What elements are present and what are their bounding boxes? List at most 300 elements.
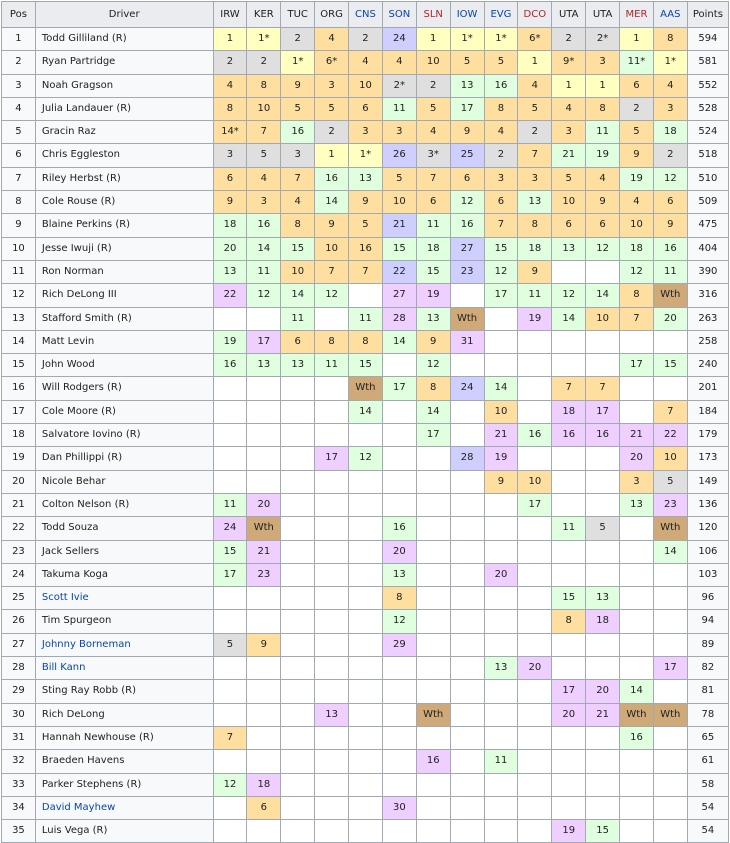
points-cell: 106 [687,540,728,563]
result-cell [281,796,315,819]
result-cell [518,330,552,353]
result-cell [620,773,654,796]
result-cell [349,587,383,610]
result-cell [315,796,349,819]
result-cell: 12 [450,191,484,214]
result-cell [349,540,383,563]
position-cell: 12 [2,284,36,307]
result-cell [315,610,349,633]
result-cell: 12 [586,237,620,260]
track-header: ORG [315,2,349,28]
position-cell: 11 [2,260,36,283]
result-cell: 9 [586,191,620,214]
table-row [2,424,729,447]
result-cell: 11* [620,51,654,74]
table-row [2,796,729,819]
result-cell: 19 [552,820,586,843]
result-cell: 21 [484,424,518,447]
result-cell [450,726,484,749]
result-cell: 8 [281,214,315,237]
result-cell [484,726,518,749]
driver-cell: Matt Levin [35,330,213,353]
result-cell [586,354,620,377]
result-cell: 24 [213,517,247,540]
points-header: Points [687,2,728,28]
result-cell [281,703,315,726]
result-cell: 9 [518,260,552,283]
result-cell: 18 [620,237,654,260]
result-cell: 17 [518,493,552,516]
result-cell: 15 [416,260,450,283]
driver-cell: Gracin Raz [35,121,213,144]
points-cell: 184 [687,400,728,423]
result-cell: 6 [620,74,654,97]
result-cell: 16 [653,237,687,260]
result-cell: 5 [416,97,450,120]
table-row [2,517,729,540]
track-header[interactable]: AAS [653,2,687,28]
points-cell: 475 [687,214,728,237]
result-cell: 6 [586,214,620,237]
result-cell: 9 [416,330,450,353]
result-cell [586,447,620,470]
points-cell: 94 [687,610,728,633]
result-cell [315,540,349,563]
result-cell: 12 [484,260,518,283]
result-cell [416,820,450,843]
result-cell [247,750,281,773]
points-cell: 510 [687,167,728,190]
result-cell [484,703,518,726]
driver-cell: Dan Phillippi (R) [35,447,213,470]
result-cell [653,820,687,843]
table-row [2,144,729,167]
result-cell: 16 [349,237,383,260]
result-cell [450,820,484,843]
result-cell: 24 [450,377,484,400]
result-cell: 6* [518,28,552,51]
result-cell [653,796,687,819]
table-row [2,74,729,97]
result-cell: 2 [484,144,518,167]
result-cell: 16 [450,214,484,237]
result-cell: 5 [653,470,687,493]
result-cell: 9 [213,191,247,214]
driver-cell: Hannah Newhouse (R) [35,726,213,749]
result-cell [552,773,586,796]
driver-cell: Jesse Iwuji (R) [35,237,213,260]
result-cell: 17 [653,657,687,680]
result-cell [315,657,349,680]
result-cell [382,493,416,516]
position-cell: 16 [2,377,36,400]
result-cell: 16 [518,424,552,447]
result-cell: 8 [653,28,687,51]
points-cell: 594 [687,28,728,51]
track-header[interactable]: MER [620,2,654,28]
result-cell: 3 [349,121,383,144]
result-cell [484,820,518,843]
result-cell [382,424,416,447]
result-cell [518,703,552,726]
result-cell [450,587,484,610]
result-cell [450,680,484,703]
result-cell [620,330,654,353]
driver-cell: Colton Nelson (R) [35,493,213,516]
result-cell [247,307,281,330]
result-cell: 20 [620,447,654,470]
result-cell: 3 [213,144,247,167]
points-cell: 81 [687,680,728,703]
result-cell: 9* [552,51,586,74]
result-cell [213,680,247,703]
driver-link[interactable]: David Mayhew [35,796,213,819]
result-cell [247,726,281,749]
result-cell: 10 [281,260,315,283]
table-row [2,540,729,563]
result-cell [586,260,620,283]
result-cell: 16 [315,167,349,190]
driver-cell: Julia Landauer (R) [35,97,213,120]
result-cell [281,726,315,749]
result-cell [281,470,315,493]
result-cell [315,470,349,493]
result-cell [552,260,586,283]
result-cell: 13 [450,74,484,97]
track-header[interactable]: SLN [416,2,450,28]
result-cell: 2 [315,121,349,144]
driver-cell: Salvatore Iovino (R) [35,424,213,447]
result-cell: 12 [247,284,281,307]
result-cell: 7 [416,167,450,190]
result-cell [586,796,620,819]
result-cell: 13 [552,237,586,260]
result-cell: 15 [484,237,518,260]
result-cell [247,447,281,470]
result-cell [518,517,552,540]
driver-cell: Braeden Havens [35,750,213,773]
points-cell: 103 [687,563,728,586]
result-cell [416,493,450,516]
result-cell: 18 [247,773,281,796]
result-cell: 14 [247,237,281,260]
result-cell: 13 [484,657,518,680]
result-cell: 16 [620,726,654,749]
table-row [2,610,729,633]
result-cell: 3 [586,51,620,74]
result-cell: 23 [247,563,281,586]
result-cell: 2 [213,51,247,74]
result-cell: 6* [315,51,349,74]
result-cell: 7 [247,121,281,144]
result-cell [620,633,654,656]
result-cell [213,307,247,330]
standings-table [1,1,729,843]
track-header[interactable]: EVG [484,2,518,28]
result-cell: 12 [213,773,247,796]
result-cell [213,610,247,633]
result-cell [281,587,315,610]
result-cell [653,750,687,773]
result-cell: 18 [213,214,247,237]
result-cell: 14 [653,540,687,563]
position-cell: 24 [2,563,36,586]
result-cell [586,540,620,563]
result-cell [315,493,349,516]
result-cell [518,796,552,819]
result-cell [586,657,620,680]
driver-cell: Luis Vega (R) [35,820,213,843]
result-cell [416,633,450,656]
result-cell: 10 [315,237,349,260]
position-cell: 8 [2,191,36,214]
result-cell [349,563,383,586]
result-cell [382,703,416,726]
result-cell [450,540,484,563]
result-cell [620,587,654,610]
result-cell: 10 [416,51,450,74]
points-cell: 581 [687,51,728,74]
result-cell [552,657,586,680]
track-header[interactable]: SON [382,2,416,28]
result-cell: 31 [450,330,484,353]
result-cell [586,726,620,749]
result-cell: 13 [349,167,383,190]
result-cell: 7 [620,307,654,330]
pos-header: Pos [2,2,36,28]
track-header[interactable]: IOW [450,2,484,28]
result-cell [349,773,383,796]
result-cell [653,330,687,353]
position-cell: 6 [2,144,36,167]
result-cell: 15 [653,354,687,377]
points-cell: 82 [687,657,728,680]
result-cell: 8 [552,610,586,633]
result-cell: 6 [552,214,586,237]
result-cell [653,633,687,656]
result-cell: 1 [315,144,349,167]
result-cell: 9 [315,214,349,237]
result-cell [552,354,586,377]
result-cell: 18 [586,610,620,633]
position-cell: 10 [2,237,36,260]
result-cell [315,726,349,749]
result-cell: 17 [416,424,450,447]
result-cell [620,540,654,563]
result-cell: 3 [382,121,416,144]
result-cell: 17 [552,680,586,703]
result-cell: 15 [349,354,383,377]
result-cell [518,820,552,843]
result-cell [484,633,518,656]
table-row [2,563,729,586]
result-cell [213,587,247,610]
result-cell [281,563,315,586]
result-cell: 25 [450,144,484,167]
result-cell [213,796,247,819]
position-cell: 4 [2,97,36,120]
result-cell: 8 [586,97,620,120]
position-cell: 1 [2,28,36,51]
result-cell: 10 [484,400,518,423]
result-cell [518,563,552,586]
result-cell: 9 [653,214,687,237]
result-cell: 5 [247,144,281,167]
points-cell: 179 [687,424,728,447]
result-cell [315,633,349,656]
result-cell [518,587,552,610]
result-cell: 14 [416,400,450,423]
result-cell: 12 [620,260,654,283]
table-row [2,307,729,330]
result-cell: 7 [281,167,315,190]
result-cell: 12 [315,284,349,307]
result-cell: 11 [247,260,281,283]
result-cell: 5 [213,633,247,656]
driver-link[interactable]: Scott Ivie [35,587,213,610]
result-cell [586,750,620,773]
position-cell: 2 [2,51,36,74]
position-cell: 18 [2,424,36,447]
driver-cell: Rich DeLong [35,703,213,726]
result-cell: 21 [382,214,416,237]
result-cell [518,633,552,656]
table-row [2,493,729,516]
result-cell [450,400,484,423]
points-cell: 404 [687,237,728,260]
result-cell: 6 [349,97,383,120]
result-cell: 10 [382,191,416,214]
table-row [2,214,729,237]
result-cell: 17 [450,97,484,120]
result-cell: Wth [653,284,687,307]
result-cell [484,517,518,540]
driver-link[interactable]: Bill Kann [35,657,213,680]
result-cell: 8 [213,97,247,120]
result-cell: 8 [247,74,281,97]
result-cell: 3 [281,144,315,167]
result-cell [281,517,315,540]
position-cell: 31 [2,726,36,749]
result-cell: 8 [382,587,416,610]
result-cell [586,493,620,516]
result-cell: 1* [450,28,484,51]
result-cell: 1 [620,28,654,51]
result-cell: 3 [653,97,687,120]
result-cell [247,680,281,703]
result-cell [382,773,416,796]
track-header[interactable]: CNS [349,2,383,28]
position-cell: 35 [2,820,36,843]
result-cell: 2 [281,28,315,51]
result-cell: 1 [518,51,552,74]
result-cell: 21 [586,703,620,726]
table-row [2,167,729,190]
result-cell [349,750,383,773]
result-cell: 4 [416,121,450,144]
result-cell: 6 [450,167,484,190]
result-cell: 10 [653,447,687,470]
table-row [2,354,729,377]
result-cell [484,540,518,563]
driver-cell: Jack Sellers [35,540,213,563]
position-cell: 23 [2,540,36,563]
result-cell [315,820,349,843]
result-cell [382,726,416,749]
points-cell: 518 [687,144,728,167]
result-cell: Wth [620,703,654,726]
result-cell: Wth [247,517,281,540]
result-cell: 7 [552,377,586,400]
result-cell: 14 [382,330,416,353]
track-header[interactable]: DCO [518,2,552,28]
result-cell: 17 [484,284,518,307]
result-cell: 4 [518,74,552,97]
result-cell: 20 [552,703,586,726]
result-cell: 28 [382,307,416,330]
result-cell: 27 [382,284,416,307]
points-cell: 65 [687,726,728,749]
result-cell [213,400,247,423]
result-cell [518,726,552,749]
result-cell [315,750,349,773]
result-cell: 5 [281,97,315,120]
result-cell [518,447,552,470]
result-cell [281,493,315,516]
result-cell [416,657,450,680]
result-cell [518,400,552,423]
result-cell: 3 [484,167,518,190]
points-cell: 173 [687,447,728,470]
table-row [2,260,729,283]
table-row [2,703,729,726]
result-cell: 8 [484,97,518,120]
result-cell: 3* [416,144,450,167]
result-cell [416,470,450,493]
result-cell [213,377,247,400]
result-cell: Wth [349,377,383,400]
result-cell: 1* [653,51,687,74]
result-cell: 13 [213,260,247,283]
result-cell: 12 [416,354,450,377]
result-cell [247,470,281,493]
driver-link[interactable]: Johnny Borneman [35,633,213,656]
result-cell: 5 [552,167,586,190]
result-cell: 1* [349,144,383,167]
result-cell [586,773,620,796]
result-cell [416,680,450,703]
points-cell: 120 [687,517,728,540]
position-cell: 26 [2,610,36,633]
result-cell [450,517,484,540]
result-cell: 12 [382,610,416,633]
position-cell: 28 [2,657,36,680]
result-cell: 17 [382,377,416,400]
result-cell: 10 [518,470,552,493]
result-cell: 19 [213,330,247,353]
driver-cell: Ryan Partridge [35,51,213,74]
result-cell: 21 [552,144,586,167]
result-cell [620,750,654,773]
result-cell: 4 [620,191,654,214]
result-cell [552,750,586,773]
result-cell [586,633,620,656]
result-cell: 6 [416,191,450,214]
result-cell: 9 [450,121,484,144]
position-cell: 5 [2,121,36,144]
result-cell: 6 [484,191,518,214]
result-cell: 3 [620,470,654,493]
